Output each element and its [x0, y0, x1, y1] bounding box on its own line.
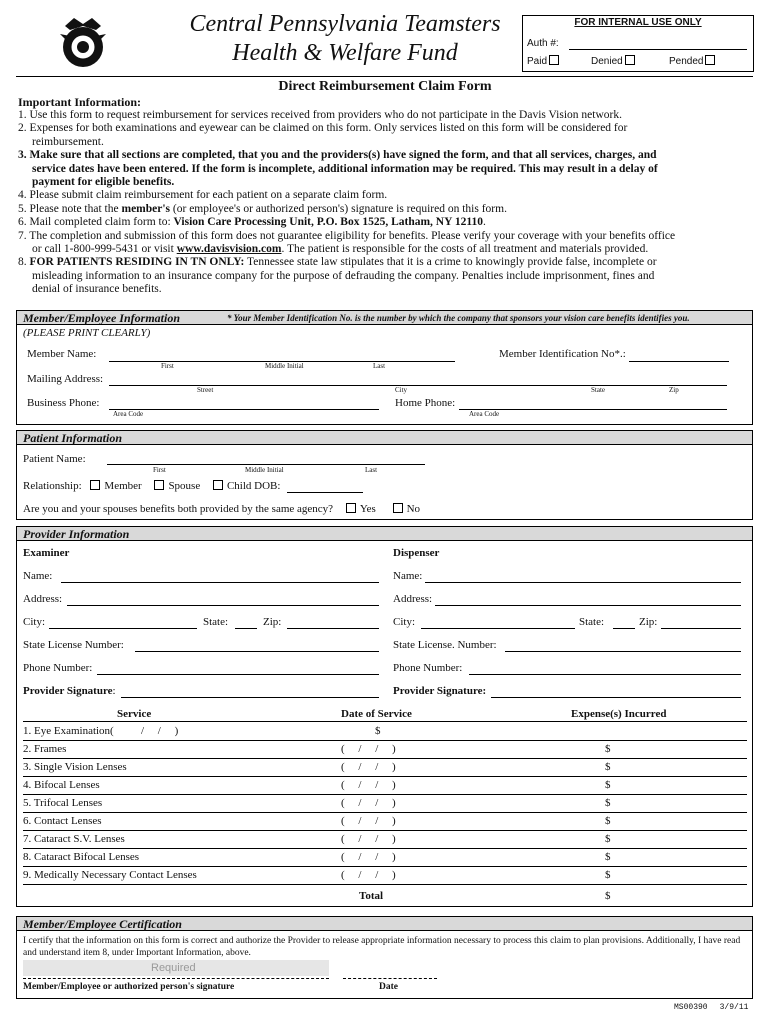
date-caption: Date	[379, 982, 398, 992]
examiner-zip-label: Zip:	[263, 616, 282, 628]
examiner-zip-field[interactable]	[287, 628, 379, 629]
examiner-name-field[interactable]	[61, 582, 379, 583]
relationship-spouse-checkbox[interactable]	[154, 480, 164, 490]
service-row	[23, 866, 747, 885]
examiner-state-label: State:	[203, 616, 229, 628]
city-caption: City	[395, 386, 408, 394]
member-middle-caption: Middle Initial	[265, 362, 304, 370]
service-expense-field[interactable]: $	[605, 761, 611, 773]
info-item-1: 1. Use this form to request reimbursement for services received from providers who do not participate in the Davis Vision network.	[18, 109, 622, 121]
service-row	[23, 776, 747, 795]
dispenser-name-label: Name:	[393, 570, 423, 582]
same-agency-yes-label: Yes	[359, 503, 376, 515]
dispenser-phone-label: Phone Number:	[393, 662, 463, 674]
service-date-field[interactable]: ( / / )	[341, 779, 396, 791]
service-expense-field[interactable]: $	[605, 851, 611, 863]
info-item-2-cont: reimbursement.	[32, 135, 104, 148]
info-item-3-cont: service dates have been entered. If the form is incomplete, additional information may be required. This may result in a delay of	[32, 162, 658, 175]
certification-section	[16, 931, 753, 999]
header-divider	[16, 76, 753, 77]
member-first-caption: First	[161, 362, 174, 370]
examiner-license-label: State License Number:	[23, 639, 124, 651]
same-agency-question: Are you and your spouses benefits both provided by the same agency?	[23, 503, 334, 515]
certification-text: I certify that the information on this form is correct and authorize the Provider to release appropriate information necessary to process this claim to plan provisions. Additionally, I have read and understand item 8, under Important Information, above.	[23, 936, 741, 958]
service-row	[23, 740, 747, 759]
service-date-field[interactable]: ( / / )	[341, 797, 396, 809]
service-expense-field[interactable]: $	[375, 725, 381, 737]
info-item-7: 7. The completion and submission of this form does not guarantee eligibility for benefits. Please verify your coverage with your benefits office	[18, 229, 676, 242]
auth-label: Auth #:	[527, 38, 559, 49]
member-id-note: * Your Member Identification No. is the number by which the company that sponsors your vision care benefits identifies you.	[227, 313, 690, 323]
fund-title-line2: Health & Welfare Fund	[232, 40, 458, 66]
service-date-field[interactable]: ( / / )	[341, 869, 396, 881]
examiner-phone-label: Phone Number:	[23, 662, 93, 674]
service-label: 6. Contact Lenses	[23, 815, 102, 827]
examiner-license-field[interactable]	[135, 651, 379, 652]
member-name-label: Member Name:	[27, 348, 97, 360]
dispenser-license-label: State License. Number:	[393, 639, 497, 651]
home-phone-label: Home Phone:	[395, 397, 456, 409]
form-code: MS00390 3/9/11	[674, 1003, 749, 1012]
dispenser-signature-label: Provider Signature:	[393, 685, 487, 697]
patient-middle-caption: Middle Initial	[245, 466, 284, 474]
service-label: 4. Bifocal Lenses	[23, 779, 100, 791]
signature-required-field[interactable]	[23, 960, 329, 976]
service-label: 1. Eye Examination(	[23, 725, 114, 737]
state-caption: State	[591, 386, 605, 394]
paid-checkbox[interactable]	[549, 55, 559, 65]
dispenser-name-field[interactable]	[425, 582, 741, 583]
info-item-2: 2. Expenses for both examinations and eyewear can be claimed on this form. Only services listed on this form will be considered for	[18, 122, 628, 135]
relationship-child-checkbox[interactable]	[213, 480, 223, 490]
davisvision-link[interactable]: www.davisvision.com	[176, 243, 282, 256]
service-row	[23, 758, 747, 777]
service-date-field[interactable]: / / )	[141, 725, 179, 737]
service-date-field[interactable]: ( / / )	[341, 815, 396, 827]
pended-label: Pended	[669, 56, 704, 67]
info-item-3-cont2: payment for eligible benefits.	[32, 176, 175, 189]
dispenser-address-label: Address:	[393, 593, 433, 605]
relationship-spouse-label: Spouse	[168, 480, 201, 492]
examiner-address-field[interactable]	[67, 605, 379, 606]
info-item-4: 4. Please submit claim reimbursement for each patient on a separate claim form.	[18, 189, 388, 202]
business-area-code-caption: Area Code	[113, 410, 144, 418]
street-caption: Street	[197, 386, 214, 394]
examiner-signature-field[interactable]	[121, 697, 379, 698]
info-item-8-cont: misleading information to an insurance company for the purpose of defrauding the company. Penalties include imprisonment, fines and	[32, 269, 655, 282]
service-expense-field[interactable]: $	[605, 869, 611, 881]
same-agency-no-checkbox[interactable]	[393, 503, 403, 513]
service-row	[23, 794, 747, 813]
service-row	[23, 722, 747, 741]
patient-name-label: Patient Name:	[23, 453, 86, 465]
dispenser-license-field[interactable]	[505, 651, 741, 652]
business-phone-field[interactable]	[109, 409, 379, 410]
certification-section-heading: Member/Employee Certification	[16, 916, 753, 931]
patient-first-caption: First	[153, 466, 166, 474]
examiner-name-label: Name:	[23, 570, 53, 582]
service-row	[23, 830, 747, 849]
service-expense-field[interactable]: $	[605, 743, 611, 755]
member-section-heading: Member/Employee Information * Your Member Identification No. is the number by which the company that sponsors your vision care benefits identifies you.	[16, 310, 753, 325]
col-date-header: Date of Service	[341, 708, 412, 720]
info-item-3: 3. Make sure that all sections are completed, that you and the providers(s) have signed the form, and that all services, charges, and	[18, 149, 657, 162]
examiner-state-field[interactable]	[235, 628, 257, 629]
info-item-5: 5. Please note that the member's (or employee's or authorized person's) signature is required on this form.	[18, 202, 507, 215]
signature-line	[23, 978, 329, 979]
provider-section	[16, 541, 753, 907]
total-label: Total	[359, 890, 384, 902]
info-item-6: 6. Mail completed claim form to: Vision Care Processing Unit, P.O. Box 1525, Latham, NY 12110.	[18, 216, 486, 229]
member-last-caption: Last	[373, 362, 386, 370]
pended-checkbox[interactable]	[705, 55, 715, 65]
dispenser-city-label: City:	[393, 616, 416, 628]
examiner-city-label: City:	[23, 616, 46, 628]
total-dollar[interactable]: $	[605, 890, 611, 902]
dispenser-state-field[interactable]	[613, 628, 635, 629]
dispenser-zip-field[interactable]	[661, 628, 741, 629]
form-title: Direct Reimbursement Claim Form	[278, 79, 492, 94]
service-date-field[interactable]: ( / / )	[341, 761, 396, 773]
service-expense-field[interactable]: $	[605, 779, 611, 791]
home-area-code-caption: Area Code	[469, 410, 500, 418]
patient-section-heading: Patient Information	[16, 430, 753, 445]
service-date-field[interactable]: ( / / )	[341, 833, 396, 845]
service-label: 5. Trifocal Lenses	[23, 797, 103, 809]
important-heading: Important Information:	[18, 95, 141, 109]
denied-checkbox[interactable]	[625, 55, 635, 65]
service-label: 8. Cataract Bifocal Lenses	[23, 851, 140, 863]
service-label: 7. Cataract S.V. Lenses	[23, 833, 125, 845]
dispenser-state-label: State:	[579, 616, 605, 628]
col-expense-header: Expense(s) Incurred	[571, 708, 667, 720]
service-row	[23, 848, 747, 867]
auth-field[interactable]	[569, 49, 747, 50]
col-service-header: Service	[117, 708, 152, 720]
dispenser-signature-field[interactable]	[491, 697, 741, 698]
denied-label: Denied	[591, 56, 623, 67]
service-expense-field[interactable]: $	[605, 797, 611, 809]
info-item-8-cont2: denial of insurance benefits.	[32, 283, 162, 296]
dispenser-heading: Dispenser	[393, 547, 440, 559]
service-expense-field[interactable]: $	[605, 833, 611, 845]
dispenser-zip-label: Zip:	[639, 616, 658, 628]
date-line[interactable]	[343, 978, 437, 979]
paid-label: Paid	[527, 56, 548, 67]
important-information	[18, 95, 758, 297]
relationship-child-label: Child	[226, 480, 252, 492]
patient-name-field[interactable]	[107, 464, 425, 465]
service-label: 9. Medically Necessary Contact Lenses	[23, 869, 197, 881]
business-phone-label: Business Phone:	[27, 397, 100, 409]
member-id-field[interactable]	[629, 361, 729, 362]
internal-use-box	[522, 15, 754, 72]
relationship-member-checkbox[interactable]	[90, 480, 100, 490]
print-clearly: (PLEASE PRINT CLEARLY)	[23, 327, 151, 339]
member-id-label: Member Identification No*.:	[499, 348, 626, 360]
info-item-7-cont: or call 1-800-999-5431 or visit www.davisvision.com. The patient is responsible for the costs of all treatment and materials provided.	[32, 243, 649, 256]
examiner-signature-label: Provider Signature:	[23, 685, 116, 697]
home-phone-field[interactable]	[459, 409, 727, 410]
relationship-member-label: Member	[104, 480, 142, 492]
relationship-label: Relationship:	[23, 480, 82, 492]
dispenser-city-field[interactable]	[421, 628, 575, 629]
service-date-field[interactable]: ( / / )	[341, 851, 396, 863]
patient-section	[16, 445, 753, 520]
dob-field[interactable]	[287, 492, 363, 493]
patient-last-caption: Last	[365, 466, 378, 474]
mailing-address-label: Mailing Address:	[27, 373, 104, 385]
signature-caption: Member/Employee or authorized person's signature	[23, 982, 235, 992]
dob-label: DOB:	[254, 480, 281, 492]
zip-caption: Zip	[669, 386, 679, 394]
examiner-address-label: Address:	[23, 593, 63, 605]
service-row	[23, 812, 747, 831]
dispenser-address-field[interactable]	[435, 605, 741, 606]
service-date-field[interactable]: ( / / )	[341, 743, 396, 755]
examiner-phone-field[interactable]	[97, 674, 379, 675]
fund-title-line1: Central Pennsylvania Teamsters	[189, 11, 501, 37]
info-item-8: 8. FOR PATIENTS RESIDING IN TN ONLY: Tennessee state law stipulates that it is a crime to knowingly provide false, incomplete or	[18, 256, 657, 269]
service-label: 3. Single Vision Lenses	[23, 761, 127, 773]
required-placeholder: Required	[151, 962, 196, 974]
same-agency-yes-checkbox[interactable]	[346, 503, 356, 513]
internal-use-heading: FOR INTERNAL USE ONLY	[574, 17, 702, 28]
service-label: 2. Frames	[23, 743, 67, 755]
provider-section-heading: Provider Information	[16, 526, 753, 541]
dispenser-phone-field[interactable]	[469, 674, 741, 675]
member-section	[16, 325, 753, 425]
examiner-city-field[interactable]	[49, 628, 197, 629]
service-expense-field[interactable]: $	[605, 815, 611, 827]
same-agency-no-label: No	[406, 503, 421, 515]
examiner-heading: Examiner	[23, 547, 70, 559]
teamsters-logo	[56, 14, 110, 70]
